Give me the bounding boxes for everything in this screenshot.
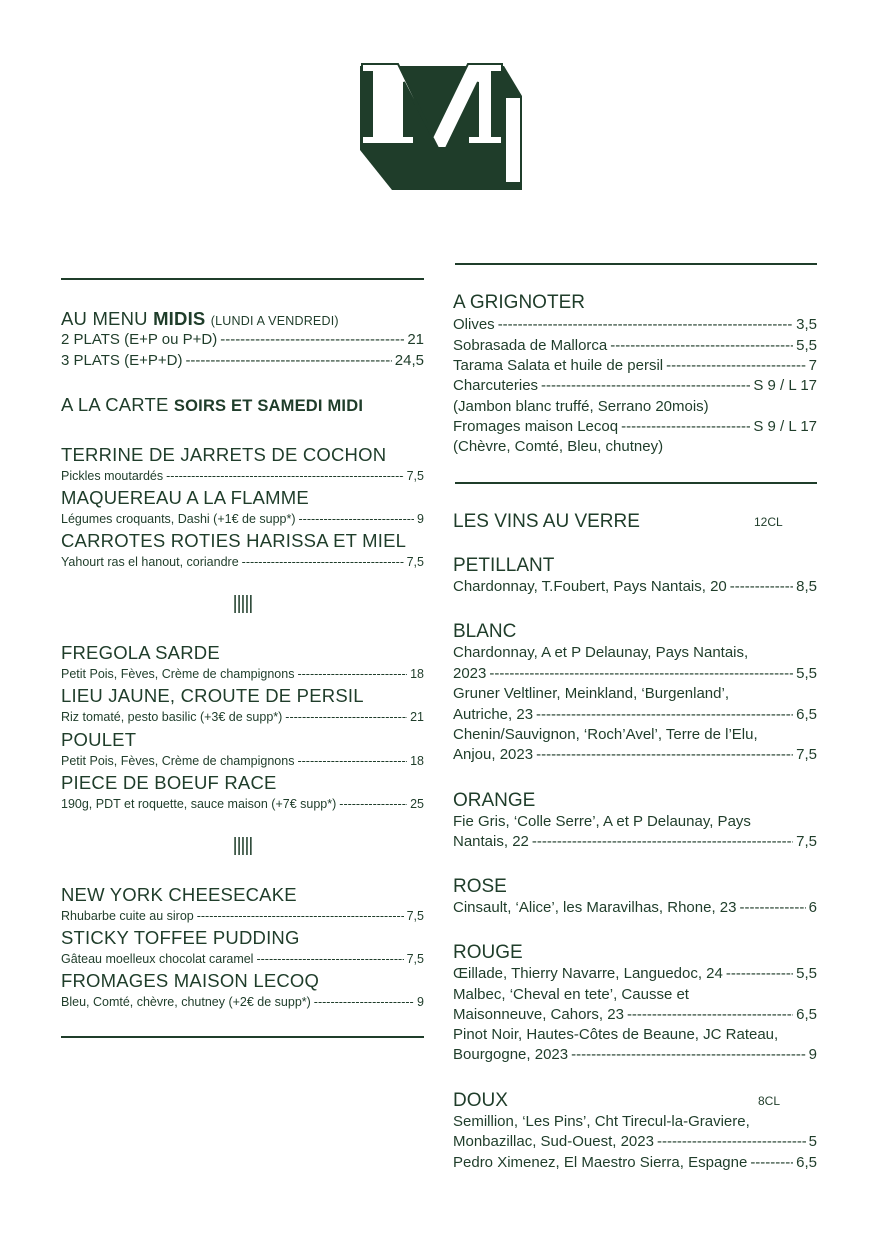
section-separator: ||||| xyxy=(232,835,253,856)
dish-desc: Bleu, Comté, chèvre, chutney (+2€ de supp*) ----- 9 xyxy=(61,995,424,1009)
snack-item: Sobrasada de Mallorca ----- 5,5 xyxy=(453,337,817,354)
wine-item: Monbazillac, Sud-Ouest, 2023 ----- 5 xyxy=(453,1133,817,1150)
wine-category-title: BLANC xyxy=(453,621,517,642)
divider-top xyxy=(455,263,817,265)
wine-item-line1: Chardonnay, A et P Delaunay, Pays Nantais, xyxy=(453,644,749,661)
a-la-carte-title: A LA CARTE SOIRS ET SAMEDI MIDI xyxy=(61,394,364,415)
wine-item: Pedro Ximenez, El Maestro Sierra, Espagne ----- 6,5 xyxy=(453,1154,817,1171)
wine-item-line1: Gruner Veltliner, Meinkland, ‘Burgenland’, xyxy=(453,685,729,702)
dish-name: POULET xyxy=(61,729,137,750)
dish-desc: 190g, PDT et roquette, sauce maison (+7€ supp*) ----- 25 xyxy=(61,797,424,811)
wine-item: Cinsault, ‘Alice’, les Maravilhas, Rhone, 23 ----- 6 xyxy=(453,899,817,916)
dish-desc: Rhubarbe cuite au sirop ----- 7,5 xyxy=(61,909,424,923)
dish-name: FREGOLA SARDE xyxy=(61,642,220,663)
wine-category-title: ROUGE xyxy=(453,942,523,963)
section-separator: ||||| xyxy=(232,593,253,614)
dish-name: MAQUEREAU A LA FLAMME xyxy=(61,487,309,508)
wine-item: Anjou, 2023 ----- 7,5 xyxy=(453,746,817,763)
snack-detail: (Jambon blanc truffé, Serrano 20mois) xyxy=(453,398,709,415)
wine-category-title: ROSE xyxy=(453,876,507,897)
dish-name: PIECE DE BOEUF RACE xyxy=(61,772,277,793)
wine-item-line1: Chenin/Sauvignon, ‘Roch’Avel’, Terre de l’Elu, xyxy=(453,726,758,743)
wine-item-line1: Semillion, ‘Les Pins’, Cht Tirecul-la-Graviere, xyxy=(453,1113,750,1130)
dish-name: LIEU JAUNE, CROUTE DE PERSIL xyxy=(61,685,364,706)
dish-name: STICKY TOFFEE PUDDING xyxy=(61,927,300,948)
wine-category-title: PETILLANT xyxy=(453,555,555,576)
dish-desc: Yahourt ras el hanout, coriandre ----- 7,5 xyxy=(61,555,424,569)
restaurant-logo xyxy=(360,58,522,190)
wine-item: Chardonnay, T.Foubert, Pays Nantais, 20 ----- 8,5 xyxy=(453,578,817,595)
wine-category-title: ORANGE xyxy=(453,790,536,811)
wine-item: 2023 ----- 5,5 xyxy=(453,665,817,682)
snack-detail: (Chèvre, Comté, Bleu, chutney) xyxy=(453,438,664,455)
wine-item: Maisonneuve, Cahors, 23 ----- 6,5 xyxy=(453,1006,817,1023)
dish-name: NEW YORK CHEESECAKE xyxy=(61,884,297,905)
dish-name: CARROTES ROTIES HARISSA ET MIEL xyxy=(61,530,407,551)
menu-option: 2 PLATS (E+P ou P+D) ----- 21 xyxy=(61,331,424,348)
divider-middle xyxy=(455,482,817,484)
menu-option: 3 PLATS (E+P+D) ----- 24,5 xyxy=(61,352,424,369)
wine-item-line1: Pinot Noir, Hautes-Côtes de Beaune, JC Rateau, xyxy=(453,1026,779,1043)
dish-desc: Pickles moutardés ----- 7,5 xyxy=(61,469,424,483)
divider-bottom xyxy=(61,1036,424,1038)
wine-category-title: DOUX 8CL xyxy=(453,1090,781,1111)
dish-name: TERRINE DE JARRETS DE COCHON xyxy=(61,444,387,465)
dish-name: FROMAGES MAISON LECOQ xyxy=(61,970,320,991)
wine-item: Autriche, 23 ----- 6,5 xyxy=(453,706,817,723)
snack-item: Fromages maison Lecoq ----- S 9 / L 17 xyxy=(453,418,817,435)
dish-desc: Légumes croquants, Dashi (+1€ de supp*) ----- 9 xyxy=(61,512,424,526)
dish-desc: Petit Pois, Fèves, Crème de champignons ----- 18 xyxy=(61,754,424,768)
snack-item: Tarama Salata et huile de persil ----- 7 xyxy=(453,357,817,374)
dish-desc: Riz tomaté, pesto basilic (+3€ de supp*) ----- 21 xyxy=(61,710,424,724)
dish-desc: Gâteau moelleux chocolat caramel ----- 7,5 xyxy=(61,952,424,966)
snack-item: Charcuteries ----- S 9 / L 17 xyxy=(453,377,817,394)
grignoter-title: A GRIGNOTER xyxy=(453,292,585,313)
snack-item: Olives ----- 3,5 xyxy=(453,316,817,333)
divider-top xyxy=(61,278,424,280)
wine-item: Œillade, Thierry Navarre, Languedoc, 24 ----- 5,5 xyxy=(453,965,817,982)
wine-item-line1: Malbec, ‘Cheval en tete’, Causse et xyxy=(453,986,689,1003)
wine-item: Bourgogne, 2023 ----- 9 xyxy=(453,1046,817,1063)
dish-desc: Petit Pois, Fèves, Crème de champignons ----- 18 xyxy=(61,667,424,681)
wine-item: Nantais, 22 ----- 7,5 xyxy=(453,833,817,850)
wine-item-line1: Fie Gris, ‘Colle Serre’, A et P Delaunay, Pays xyxy=(453,813,751,830)
vins-title: LES VINS AU VERRE 12CL xyxy=(453,511,783,532)
menu-midis-title: AU MENU MIDIS (LUNDI A VENDREDI) xyxy=(61,308,339,329)
